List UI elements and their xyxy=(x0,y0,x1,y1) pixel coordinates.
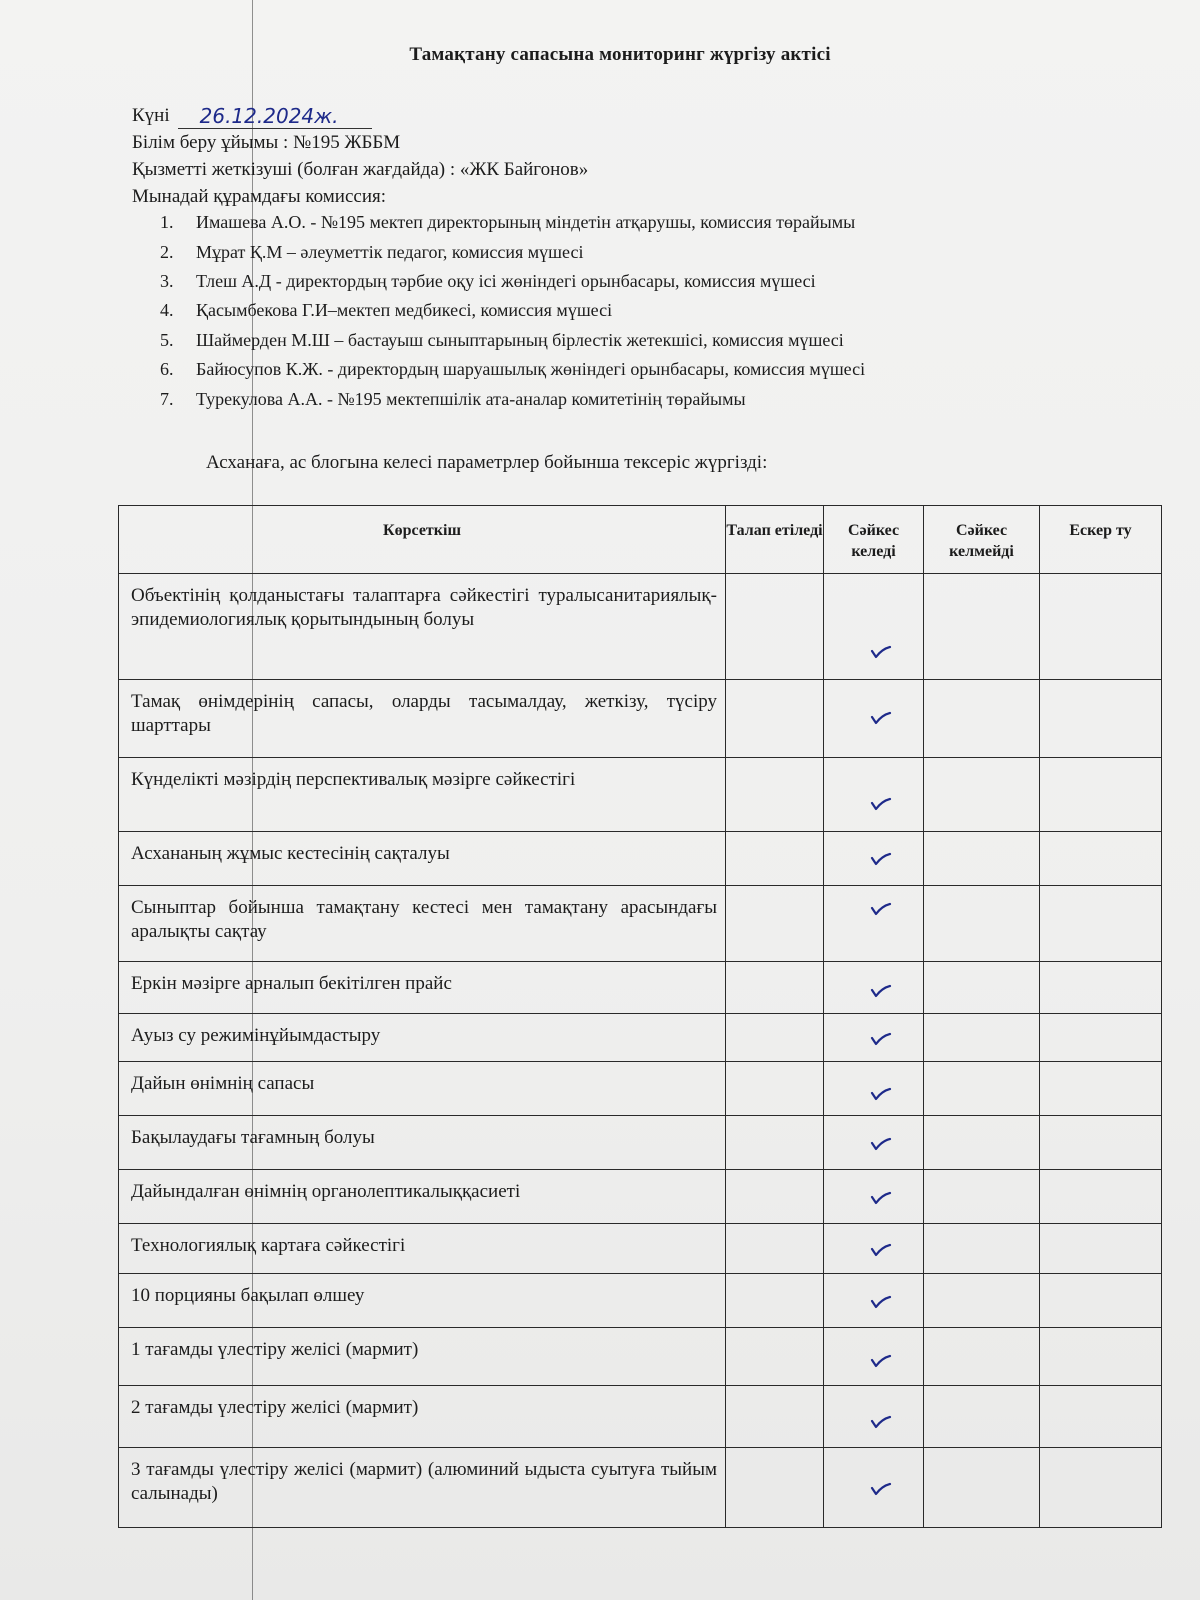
header-info xyxy=(132,102,588,210)
check-mark-icon xyxy=(870,797,892,811)
check-mark-icon xyxy=(870,1243,892,1257)
date-value: 26.12.2024ж. xyxy=(178,104,372,129)
supplier: Қызметті жеткізуші (болған жағдайда) : «ЖК Байгонов» xyxy=(132,159,589,180)
table-row: Асхананың жұмыс кестесінің сақталуы xyxy=(119,832,1162,886)
compliant-cell xyxy=(824,680,924,758)
compliant-cell xyxy=(824,1014,924,1062)
member-item: 1. Имашева А.О. - №195 мектеп директорының міндетін атқарушы, комиссия төрайымы xyxy=(160,212,856,233)
table-row: 2 тағамды үлестіру желісі (мармит) xyxy=(119,1386,1162,1448)
check-mark-icon xyxy=(870,711,892,725)
table-row: Бақылаудағы тағамның болуы xyxy=(119,1116,1162,1170)
table-row: 1 тағамды үлестіру желісі (мармит) xyxy=(119,1328,1162,1386)
compliant-cell xyxy=(824,962,924,1014)
member-item: 2. Мұрат Қ.М – әлеуметтік педагог, комиссия мүшесі xyxy=(160,241,584,262)
check-mark-icon xyxy=(870,1415,892,1429)
compliant-cell xyxy=(824,1170,924,1224)
header-note: Ескер ту xyxy=(1040,506,1162,574)
compliant-cell xyxy=(824,832,924,886)
check-mark-icon xyxy=(870,1087,892,1101)
inspection-intro: Асханаға, ас блогына келесі параметрлер бойынша тексеріс жүргізді: xyxy=(206,452,768,473)
table-row: Тамақ өнімдерінің сапасы, оларды тасымалдау, жеткізу, түсіру шарттары xyxy=(119,680,1162,758)
check-mark-icon xyxy=(870,1137,892,1151)
compliant-cell xyxy=(824,1448,924,1528)
header-noncompliant: Сәйкес келмейді xyxy=(924,506,1040,574)
member-item: 6. Байюсупов К.Ж. - директордың шаруашылық жөніндегі орынбасары, комиссия мүшесі xyxy=(160,359,866,380)
check-mark-icon xyxy=(870,1482,892,1496)
check-mark-icon xyxy=(870,852,892,866)
compliant-cell xyxy=(824,758,924,832)
table-row: 10 порцияны бақылап өлшеу xyxy=(119,1274,1162,1328)
compliant-cell xyxy=(824,886,924,962)
table-row: Объектінің қолданыстағы талаптарға сәйкестігі туралысанитариялық-эпидемиологиялық қорытындының болуы xyxy=(119,574,1162,680)
header-required: Талап етіледі xyxy=(726,506,824,574)
check-mark-icon xyxy=(870,1295,892,1309)
check-mark-icon xyxy=(870,1032,892,1046)
compliant-cell xyxy=(824,1328,924,1386)
date-line xyxy=(132,102,588,129)
table-row: Дайындалған өнімнің органолептикалыққасиеті xyxy=(119,1170,1162,1224)
check-mark-icon xyxy=(870,984,892,998)
monitoring-table xyxy=(118,505,1162,1528)
check-mark-icon xyxy=(870,1354,892,1368)
compliant-cell xyxy=(824,1386,924,1448)
table-row: 3 тағамды үлестіру желісі (мармит) (алюминий ыдыста суытуға тыйым салынады) xyxy=(119,1448,1162,1528)
commission-label: Мынадай құрамдағы комиссия: xyxy=(132,186,387,207)
compliant-cell xyxy=(824,1116,924,1170)
member-item: 4. Қасымбекова Г.И–мектеп медбикесі, комиссия мүшесі xyxy=(160,300,613,321)
document-title: Тамақтану сапасына мониторинг жүргізу актісі xyxy=(409,44,831,65)
compliant-cell xyxy=(824,1062,924,1116)
table-row: Күнделікті мәзірдің перспективалық мәзірге сәйкестігі xyxy=(119,758,1162,832)
commission-members xyxy=(160,208,865,414)
member-item: 3. Тлеш А.Д - директордың тәрбие оқу ісі жөніндегі орынбасары, комиссия мүшесі xyxy=(160,270,816,291)
member-item: 7. Турекулова А.А. - №195 мектепшілік ата-аналар комитетінің төрайымы xyxy=(160,388,746,409)
table-row: Ауыз су режимінұйымдастыру xyxy=(119,1014,1162,1062)
compliant-cell xyxy=(824,1224,924,1274)
check-mark-icon xyxy=(870,1191,892,1205)
check-mark-icon xyxy=(870,902,892,916)
header-indicator: Көрсеткіш xyxy=(119,506,726,574)
table-row: Еркін мәзірге арналып бекітілген прайс xyxy=(119,962,1162,1014)
table-row: Технологиялық картаға сәйкестігі xyxy=(119,1224,1162,1274)
check-mark-icon xyxy=(870,645,892,659)
compliant-cell xyxy=(824,1274,924,1328)
header-compliant: Сәйкес келеді xyxy=(824,506,924,574)
table-row: Сыныптар бойынша тамақтану кестесі мен тамақтану арасындағы аралықты сақтау xyxy=(119,886,1162,962)
compliant-cell xyxy=(824,574,924,680)
date-label: Күні xyxy=(132,105,170,126)
member-item: 5. Шаймерден М.Ш – бастауыш сыныптарының бірлестік жетекшісі, комиссия мүшесі xyxy=(160,329,844,350)
organization: Білім беру ұйымы : №195 ЖББМ xyxy=(132,132,401,153)
table-row: Дайын өнімнің сапасы xyxy=(119,1062,1162,1116)
